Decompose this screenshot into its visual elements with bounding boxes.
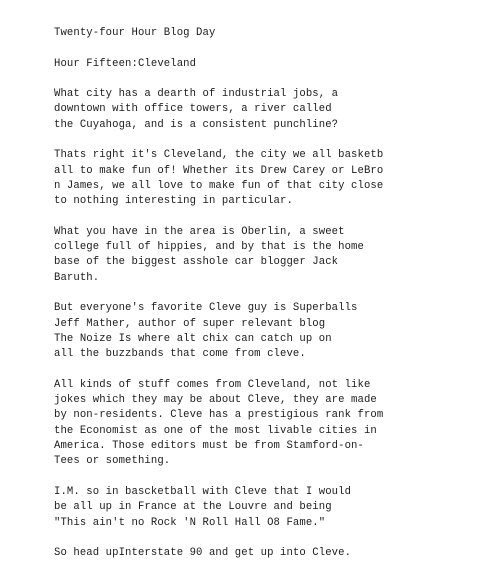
text-line: the Economist as one of the most livable cities in: [54, 424, 377, 437]
text-line: n James, we all love to make fun of that city close: [54, 179, 384, 192]
paragraph-basketball: [54, 485, 484, 531]
text-line: I.M. so in bascketball with Cleve that I would: [54, 485, 352, 498]
text-line: Jeff Mather, author of super relevant blog: [54, 317, 326, 330]
text-line: Tees or something.: [54, 455, 171, 468]
document-subtitle: Hour Fifteen:Cleveland: [54, 57, 197, 70]
text-line: Baruth.: [54, 271, 100, 284]
text-line: be all up in France at the Louvre and being: [54, 501, 332, 514]
document-title: Twenty-four Hour Blog Day: [54, 27, 216, 39]
text-line: base of the biggest asshole car blogger Jack: [54, 256, 339, 269]
paragraph-make-fun: [54, 148, 484, 209]
text-line: So head upInterstate 90 and get up into Cleve.: [54, 547, 352, 560]
text-line: Thats right it's Cleveland, the city we all basketb: [54, 149, 384, 162]
typed-text-block: [54, 26, 484, 577]
text-line: downtown with office towers, a river called: [54, 103, 332, 116]
text-line: jokes which they may be about Cleve, they are made: [54, 394, 377, 407]
text-line: The Noize Is where alt chix can catch up on: [54, 332, 332, 345]
paragraph-cleveland-intro: [54, 87, 484, 133]
text-line: the Cuyahoga, and is a consistent punchline?: [54, 118, 339, 131]
text-line: "This ain't no Rock 'N Roll Hall O8 Fame.": [54, 516, 326, 529]
text-line: all to make fun of! Whether its Drew Carey or LeBro: [54, 164, 384, 177]
text-line: What city has a dearth of industrial jobs, a: [54, 88, 339, 101]
text-line: All kinds of stuff comes from Cleveland, not like: [54, 378, 371, 391]
text-line: by non-residents. Cleve has a prestigious rank from: [54, 409, 384, 422]
text-line: What you have in the area is Oberlin, a sweet: [54, 225, 345, 238]
text-line: to nothing interesting in particular.: [54, 195, 293, 208]
text-line: all the buzzbands that come from cleve.: [54, 348, 306, 361]
paragraph-oberlin: [54, 225, 484, 286]
text-line: But everyone's favorite Cleve guy is Superballs: [54, 302, 358, 315]
text-line: America. Those editors must be from Stamford-on-: [54, 440, 364, 453]
text-line: college full of hippies, and by that is the home: [54, 241, 364, 254]
paragraph-cleve-guy: [54, 301, 484, 362]
paragraph-closing: [54, 546, 484, 561]
paragraph-stuff-from-cleveland: [54, 378, 484, 470]
